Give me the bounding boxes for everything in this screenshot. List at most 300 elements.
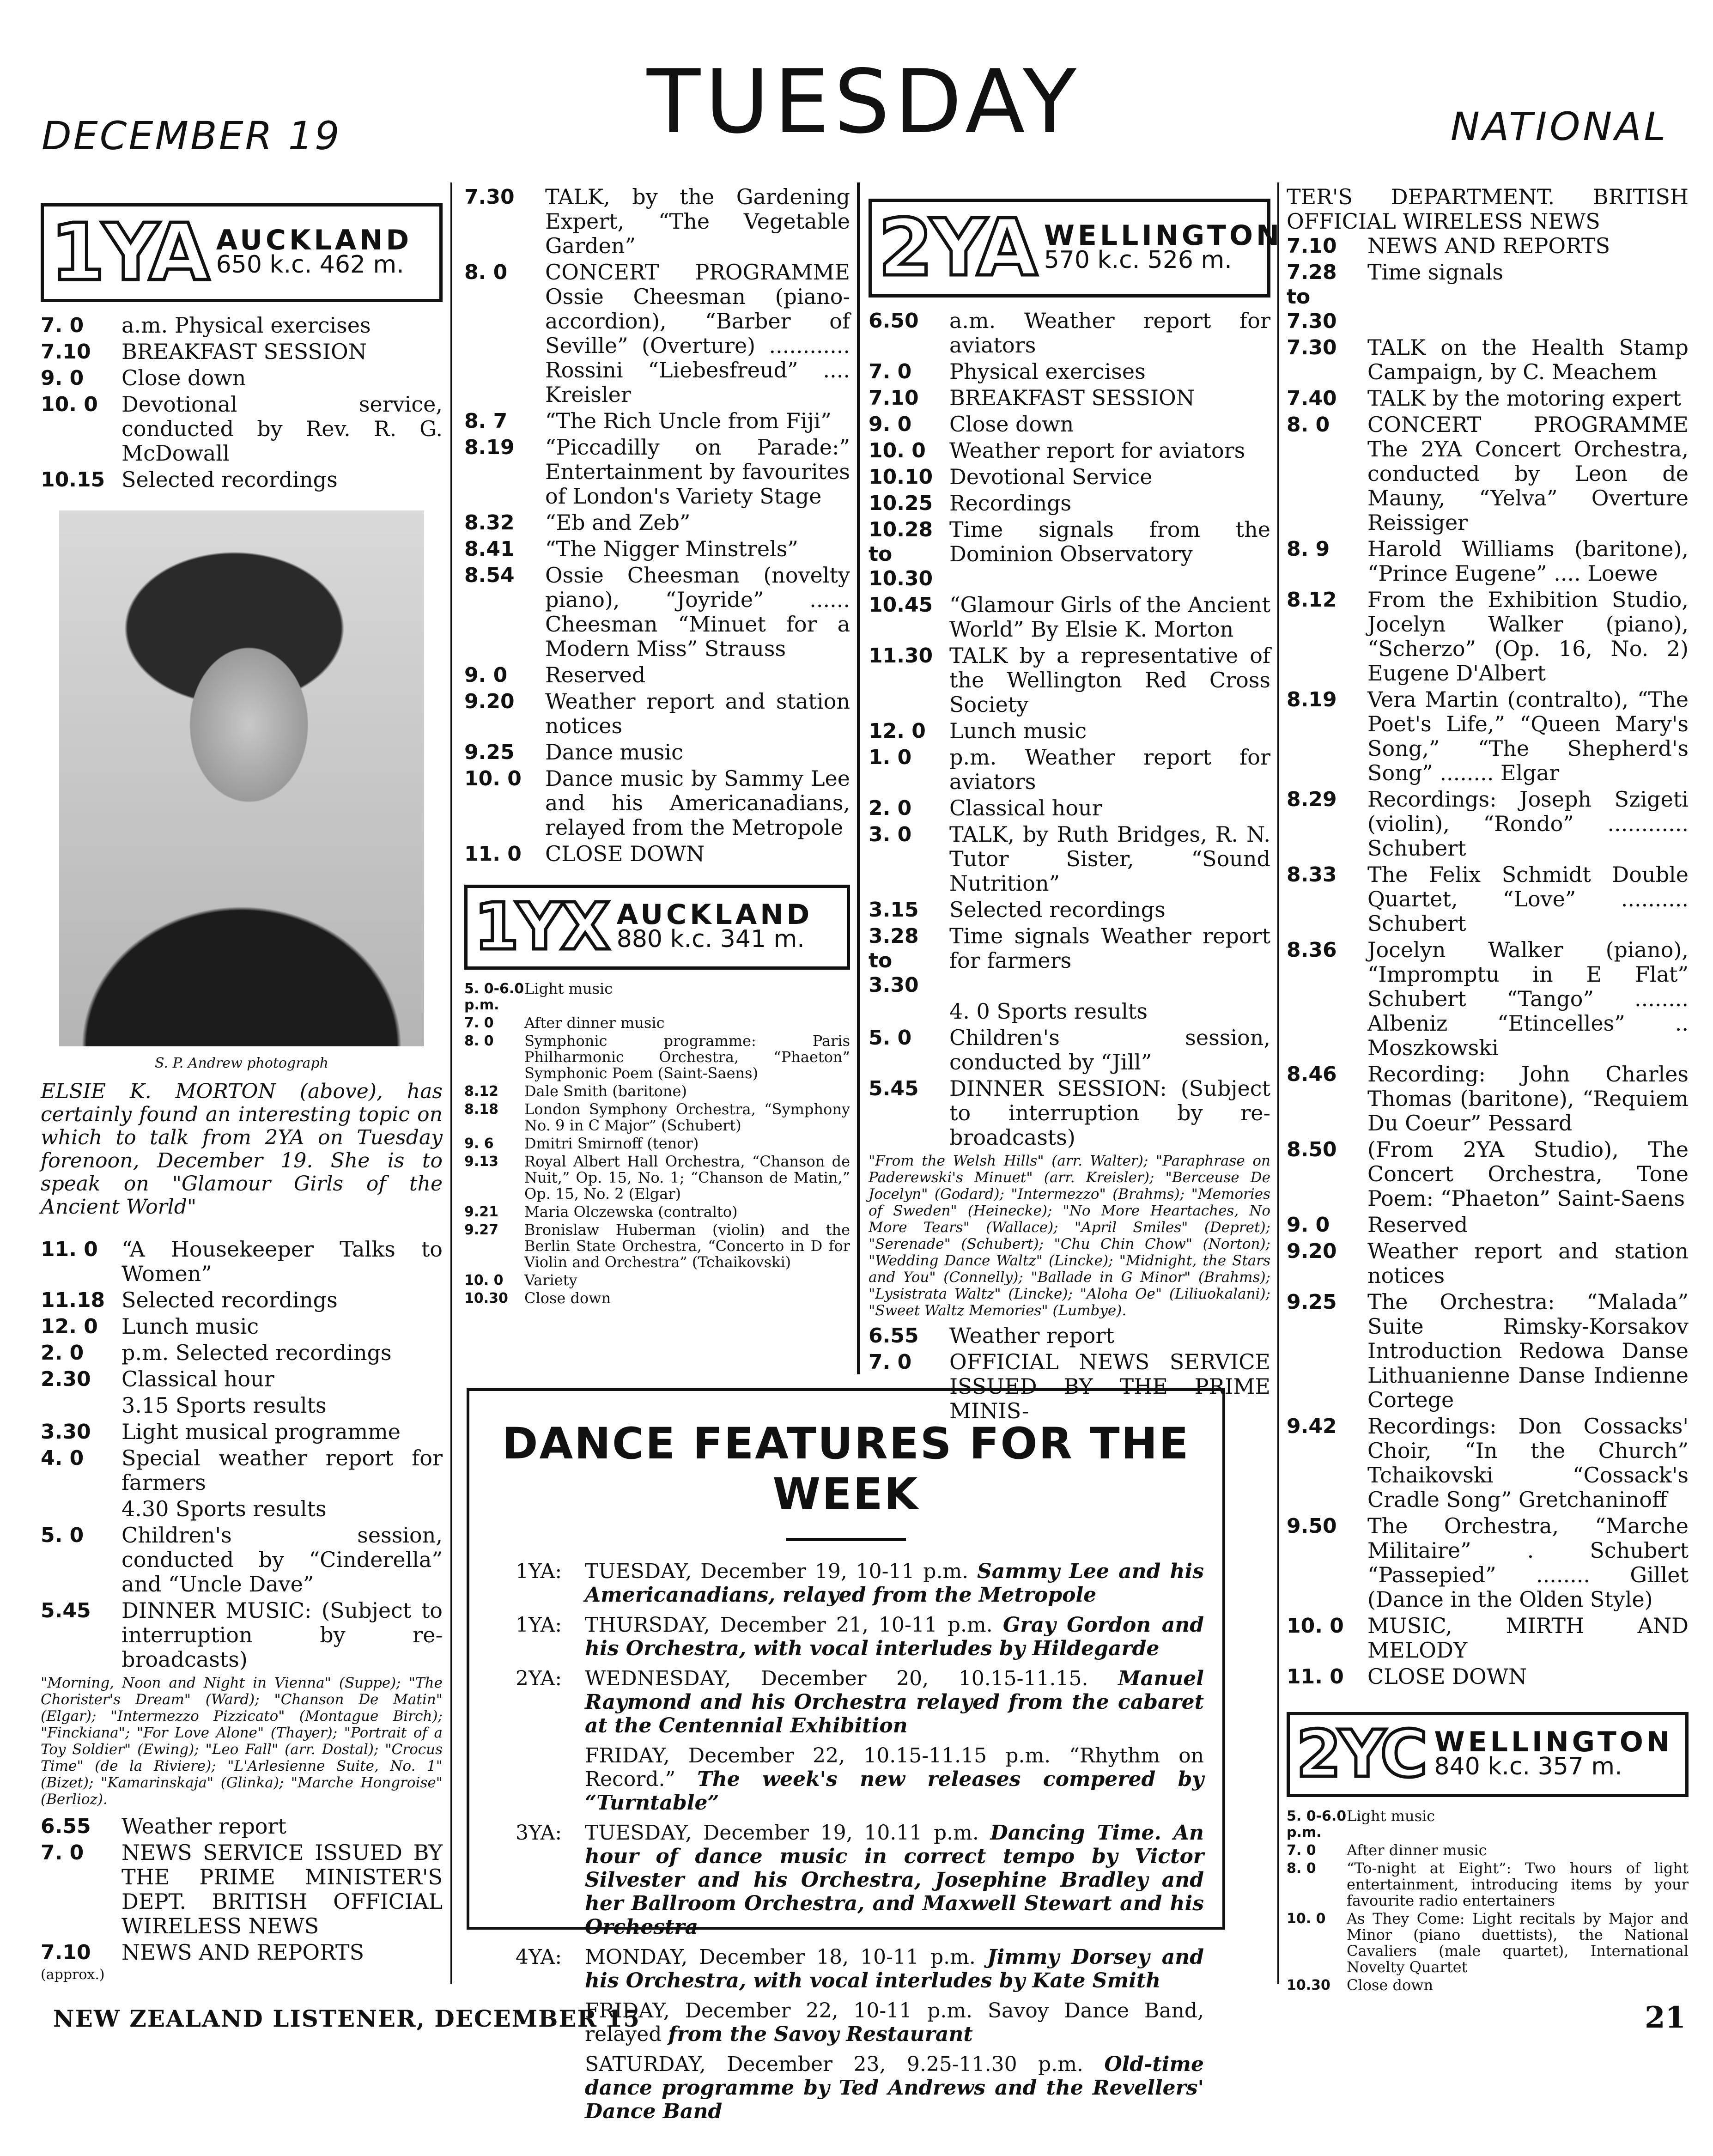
entry-text: Selected recordings — [121, 467, 338, 492]
entry-text: Light music — [1347, 1807, 1435, 1825]
dance-feature-row — [516, 1744, 1204, 1815]
schedule-entry — [1287, 1290, 1689, 1412]
page-number: 21 — [1645, 2000, 1686, 2035]
entry-text: Royal Albert Hall Orchestra, “Chanson de Nuit,” Op. 15, No. 1; “Chanson de Matin,” Op. 15, No. 2 (Elgar) — [524, 1153, 850, 1203]
entry-time: 12. 0 — [869, 719, 926, 743]
station-code: 2YA: — [516, 1667, 562, 1690]
feature-description: Old-time dance programme by Ted Andrews and the Revellers' Dance Band — [585, 2053, 1204, 2123]
schedule-entry — [1287, 1860, 1689, 1909]
feature-text — [585, 1999, 1204, 2046]
entry-text: NEWS AND REPORTS — [1367, 233, 1610, 258]
schedule-entry — [464, 663, 850, 687]
entry-text: Special weather report for farmers — [121, 1445, 443, 1495]
entry-text: After dinner music — [524, 1014, 665, 1032]
entry-time — [41, 1497, 121, 1521]
news-continuation: TER'S DEPARTMENT. BRITISH OFFICIAL WIRELESS NEWS — [1287, 184, 1689, 234]
schedule-entry — [1287, 1137, 1689, 1211]
schedule-entry — [41, 1940, 443, 1965]
entry-text: Physical exercises — [949, 359, 1146, 384]
schedule-entry — [464, 1272, 850, 1288]
entry-text: The Felix Schmidt Double Quartet, “Love” .......... Schubert — [1367, 862, 1689, 936]
feature-date: FRIDAY, December 22, 10.15-11.15 p.m. “Rhythm on Record.” — [585, 1744, 1204, 1791]
entry-time: 8.46 — [1287, 1063, 1337, 1086]
entry-text: Selected recordings — [949, 897, 1166, 922]
schedule-1yx — [464, 981, 850, 1306]
schedule-entry — [869, 359, 1270, 384]
schedule-entry — [464, 1136, 850, 1152]
feature-text — [585, 1560, 1204, 1607]
schedule-entry — [1287, 1614, 1689, 1663]
entry-text: CONCERT PROGRAMME The 2YA Concert Orchestra, conducted by Leon de Mauny, “Yelva” Overture Reissiger — [1367, 412, 1689, 535]
entry-text: Variety — [524, 1271, 577, 1289]
entry-text: Jocelyn Walker (piano), “Impromptu in E Flat” Schubert “Tango” ........ Albeniz “Etincelles” .. Moszkowski — [1367, 937, 1689, 1060]
entry-text: NEWS SERVICE ISSUED BY THE PRIME MINISTER'S DEPT. BRITISH OFFICIAL WIRELESS NEWS — [121, 1840, 443, 1938]
entry-time: 8.12 — [464, 1083, 499, 1099]
schedule-entry — [41, 1288, 443, 1312]
schedule-entry — [1287, 1239, 1689, 1288]
station-city: AUCKLAND — [216, 224, 413, 256]
schedule-entry — [869, 438, 1270, 463]
schedule-entry — [1287, 260, 1689, 334]
feature-date: SATURDAY, December 23, 9.25-11.30 p.m. — [585, 2053, 1083, 2076]
schedule-entry — [464, 409, 850, 433]
schedule-entry — [464, 1033, 850, 1081]
entry-text: Time signals — [1367, 260, 1503, 285]
station-city: WELLINGTON — [1434, 1726, 1673, 1758]
feature-date: FRIDAY, December 22, 10-11 p.m. Savoy Dance Band, relayed — [585, 1999, 1204, 2046]
schedule-entry — [869, 491, 1270, 516]
entry-text: Children's session, conducted by “Cinderella” and “Uncle Dave” — [121, 1523, 443, 1597]
station-box-1yx — [464, 885, 850, 970]
schedule-entry — [41, 1446, 443, 1495]
schedule-entry — [464, 537, 850, 561]
station-logo: 2YA — [878, 202, 1035, 294]
schedule-entry — [1287, 1808, 1689, 1840]
entry-text: Maria Olczewska (contralto) — [524, 1203, 738, 1221]
entry-time — [41, 1393, 121, 1418]
station-code: 4YA: — [516, 1945, 562, 1969]
schedule-entry — [464, 563, 850, 661]
column-2ya-evening — [1287, 185, 1689, 1995]
entry-time: 7.40 — [1287, 387, 1337, 410]
schedule-entry — [464, 1101, 850, 1134]
schedule-entry — [464, 1015, 850, 1031]
schedule-1ya-concert — [464, 185, 850, 866]
station-logo: 1YA — [50, 207, 207, 298]
photo-credit: S. P. Andrew photograph — [155, 1055, 328, 1071]
schedule-1ya-evening — [41, 1814, 443, 1965]
station-frequency: 570 k.c. 526 m. — [1044, 246, 1232, 274]
entry-time: 9. 6 — [464, 1136, 494, 1152]
feature-text — [585, 1613, 1204, 1660]
schedule-entry — [464, 1290, 850, 1306]
entry-text: Light musical programme — [121, 1419, 401, 1444]
entry-time: 9. 0 — [1287, 1213, 1330, 1237]
feature-description: Dancing Time. An hour of dance music in correct tempo by Victor Silvester and his Orchestra, Josephine Bradley and her Ballroom Orchestra, and Maxwell Stewart and his Orchestra — [585, 1821, 1204, 1939]
entry-text: “Eb and Zeb” — [545, 510, 691, 535]
entry-time: 10. 0 — [41, 393, 98, 416]
entry-text: TALK, by Ruth Bridges, R. N. Tutor Sister, “Sound Nutrition” — [949, 822, 1270, 896]
feature-description: The week's new releases compered by “Turntable” — [585, 1767, 1204, 1815]
entry-time: 11. 0 — [464, 842, 522, 866]
entry-text: a.m. Physical exercises — [121, 313, 371, 338]
dance-feature-row — [516, 2053, 1204, 2123]
schedule-entry — [41, 1598, 443, 1672]
entry-time: 9.27 — [464, 1222, 499, 1238]
entry-time: 3.28 to 3.30 — [869, 924, 919, 997]
station-box-2yc — [1287, 1712, 1689, 1797]
entry-time: 8. 9 — [1287, 537, 1330, 561]
entry-text: The Orchestra, “Marche Militaire” . Schubert “Passepied” ........ Gillet (Dance in the Olden Style) — [1367, 1513, 1689, 1612]
entry-text: “To-night at Eight”: Two hours of light entertainment, introducing items by your favourite radio entertainers — [1347, 1859, 1689, 1909]
entry-time: 9.20 — [1287, 1239, 1337, 1263]
station-frequency: 650 k.c. 462 m. — [216, 251, 404, 279]
entry-text: Close down — [524, 1289, 611, 1307]
schedule-entry — [1287, 234, 1689, 258]
schedule-entry — [869, 745, 1270, 794]
schedule-entry — [1287, 386, 1689, 411]
feature-date: WEDNESDAY, December 20, 10.15-11.15. — [585, 1667, 1088, 1690]
schedule-entry — [1287, 1664, 1689, 1689]
station-code: 1YA: — [516, 1560, 562, 1583]
entry-time: 7.10 — [869, 386, 919, 410]
schedule-entry — [464, 260, 850, 407]
column-1ya-evening — [464, 185, 850, 1308]
schedule-entry — [869, 517, 1270, 591]
entry-time: 8.54 — [464, 564, 515, 587]
entry-time: 11.30 — [869, 644, 933, 668]
dance-feature-row — [516, 1945, 1204, 1992]
schedule-entry — [41, 1523, 443, 1597]
entry-text: CLOSE DOWN — [1367, 1664, 1527, 1689]
entry-text: Bronislaw Huberman (violin) and the Berlin State Orchestra, “Concerto in D for Violin and Orchestra” (Tchaikovski) — [524, 1221, 850, 1271]
entry-time: 8. 0 — [464, 1033, 494, 1049]
entry-time: 3. 0 — [869, 823, 912, 846]
schedule-entry — [869, 1324, 1270, 1348]
entry-text: TALK, by the Gardening Expert, “The Vegetable Garden” — [545, 184, 850, 258]
entry-text: Close down — [121, 365, 246, 390]
entry-time: 8. 0 — [1287, 1860, 1316, 1877]
entry-time: 9.21 — [464, 1204, 499, 1220]
schedule-entry — [1287, 1977, 1689, 1993]
entry-text: Devotional service, conducted by Rev. R. G. McDowall — [121, 392, 443, 466]
station-frequency: 840 k.c. 357 m. — [1434, 1753, 1622, 1780]
schedule-entry — [464, 842, 850, 866]
station-city: AUCKLAND — [616, 899, 813, 931]
entry-text: Selected recordings — [121, 1288, 338, 1312]
schedule-entry — [869, 1026, 1270, 1075]
entry-text: TALK by the motoring expert — [1367, 386, 1682, 411]
entry-time: 10. 0 — [464, 767, 522, 790]
entry-text: Dance music — [545, 740, 683, 765]
entry-text: As They Come: Light recitals by Major and Minor (piano duettists), the National Cavaliers (male quartet), International Novelty Quartet — [1347, 1910, 1689, 1976]
schedule-entry — [41, 1393, 443, 1418]
entry-text: Vera Martin (contralto), “The Poet's Life,” “Queen Mary's Song,” “The Shepherd's Song” ........ Elgar — [1367, 687, 1689, 785]
station-code — [516, 2053, 585, 2123]
entry-text: 3.15 Sports results — [121, 1393, 327, 1418]
entry-text: DINNER SESSION: (Subject to interruption by re-broadcasts) — [949, 1076, 1270, 1150]
entry-text: Recordings: Don Cossacks' Choir, “In the Church” Tchaikovski “Cossack's Cradle Song” Gretchaninoff — [1367, 1414, 1689, 1512]
entry-text: CONCERT PROGRAMME Ossie Cheesman (piano-accordion), “Barber of Seville” (Overture) ............ Rossini “Liebesfreud” .... Kreisler — [545, 260, 850, 407]
feature-date: TUESDAY, December 19, 10.11 p.m. — [585, 1821, 979, 1845]
entry-text: “Glamour Girls of the Ancient World” By Elsie K. Morton — [949, 592, 1270, 642]
entry-text: Reserved — [545, 662, 646, 687]
schedule-entry — [869, 924, 1270, 997]
entry-time: 9.50 — [1287, 1514, 1337, 1538]
entry-time: 9.13 — [464, 1154, 499, 1170]
entry-time: 2. 0 — [41, 1341, 84, 1365]
entry-text: TALK by a representative of the Wellington Red Cross Society — [949, 643, 1270, 717]
feature-text — [585, 1744, 1204, 1815]
station-city: WELLINGTON — [1044, 219, 1283, 252]
entry-time: 7. 0 — [41, 314, 84, 337]
entry-time: 3.15 — [869, 898, 919, 922]
schedule-entry — [1287, 588, 1689, 686]
entry-time: 7.10 — [41, 1941, 91, 1964]
entry-text: p.m. Weather report for aviators — [949, 745, 1270, 794]
schedule-entry — [869, 644, 1270, 717]
entry-text: Classical hour — [949, 796, 1102, 820]
network-label: NATIONAL — [1451, 104, 1669, 149]
schedule-entry — [869, 1076, 1270, 1150]
entry-text: Harold Williams (baritone), “Prince Eugene” .... Loewe — [1367, 536, 1689, 586]
entry-time: 7.10 — [1287, 234, 1337, 258]
entry-time: 5. 0 — [869, 1026, 912, 1050]
entry-time: 11. 0 — [1287, 1665, 1344, 1688]
entry-text: Recordings — [949, 491, 1072, 516]
station-logo: 2YC — [1296, 1717, 1425, 1792]
entry-time: 8. 0 — [464, 261, 508, 284]
schedule-entry — [41, 1341, 443, 1365]
schedule-entry — [869, 999, 1270, 1024]
station-code: 3YA: — [516, 1821, 562, 1845]
schedule-2ya-concert — [1287, 234, 1689, 1689]
column-1ya — [41, 185, 443, 1983]
entry-time: 7. 0 — [869, 360, 912, 383]
schedule-entry — [464, 510, 850, 535]
entry-text: a.m. Weather report for aviators — [949, 308, 1270, 358]
page-title: TUESDAY — [647, 51, 1081, 153]
entry-time: 4. 0 — [41, 1446, 84, 1470]
entry-time: 11. 0 — [41, 1238, 98, 1261]
entry-time: 10.30 — [1287, 1977, 1330, 1993]
schedule-entry — [464, 1204, 850, 1220]
page-date: DECEMBER 19 — [42, 113, 341, 158]
entry-text: “A Housekeeper Talks to Women” — [121, 1237, 443, 1286]
title-divider — [786, 1538, 906, 1541]
schedule-entry — [41, 468, 443, 492]
entry-time: 1. 0 — [869, 746, 912, 769]
entry-text: Close down — [949, 412, 1074, 437]
schedule-entry — [41, 366, 443, 390]
entry-text: Ossie Cheesman (novelty piano), “Joyride” ...... Cheesman “Minuet for a Modern Miss” Strauss — [545, 563, 850, 661]
entry-time: 5. 0-6.0 p.m. — [464, 981, 524, 1013]
schedule-entry — [1287, 1414, 1689, 1512]
entry-time: 7. 0 — [1287, 1842, 1316, 1858]
entry-time: 10.45 — [869, 593, 933, 617]
entry-time: 5.45 — [869, 1077, 919, 1100]
entry-text: Weather report and station notices — [1367, 1239, 1689, 1288]
entry-text: Light music — [524, 980, 613, 997]
entry-time: 8.19 — [1287, 688, 1337, 711]
entry-time: 9.25 — [1287, 1290, 1337, 1314]
entry-time: 10.28 to 10.30 — [869, 518, 933, 590]
column-rule — [450, 182, 452, 1984]
schedule-entry — [869, 822, 1270, 896]
schedule-entry — [1287, 413, 1689, 535]
entry-time: 9.42 — [1287, 1415, 1337, 1438]
feature-text — [585, 2053, 1204, 2123]
entry-text: Lunch music — [949, 718, 1087, 743]
entry-text: (From 2YA Studio), The Concert Orchestra, Tone Poem: “Phaeton” Saint-Saens — [1367, 1137, 1689, 1211]
entry-time: 2.30 — [41, 1367, 91, 1391]
entry-text: Dale Smith (baritone) — [524, 1082, 687, 1100]
schedule-entry — [464, 435, 850, 509]
entry-text: “Piccadilly on Parade:” Entertainment by favourites of London's Variety Stage — [545, 435, 850, 509]
entry-time: 10.15 — [41, 468, 105, 492]
entry-time: 7. 0 — [869, 1350, 912, 1374]
entry-time: 10. 0 — [869, 439, 926, 462]
photo-caption: ELSIE K. MORTON (above), has certainly found an interesting topic on which to talk from 2YA on Tuesday forenoon, December 19. She is to speak on "Glamour Girls of the Ancient World" — [41, 1080, 443, 1219]
entry-time: 6.50 — [869, 309, 919, 333]
entry-time: 2. 0 — [869, 796, 912, 820]
entry-text: Children's session, conducted by “Jill” — [949, 1025, 1270, 1075]
entry-text: From the Exhibition Studio, Jocelyn Walker (piano), “Scherzo” (Op. 16, No. 2) Eugene D'Albert — [1367, 587, 1689, 686]
schedule-entry — [869, 796, 1270, 820]
schedule-entry — [1287, 537, 1689, 586]
schedule-entry — [869, 465, 1270, 489]
column-2ya — [869, 185, 1283, 1425]
schedule-entry — [1287, 1514, 1689, 1612]
schedule-entry — [464, 689, 850, 738]
entry-text: Time signals from the Dominion Observatory — [949, 517, 1270, 566]
entry-time: 5.45 — [41, 1599, 91, 1622]
schedule-entry — [41, 1840, 443, 1938]
schedule-entry — [41, 1497, 443, 1521]
entry-time: 7. 0 — [464, 1015, 494, 1031]
schedule-1ya-day — [41, 1237, 443, 1672]
entry-time: 9.25 — [464, 741, 515, 764]
entry-text: Time signals Weather report for farmers — [949, 923, 1270, 973]
entry-text: 4.30 Sports results — [121, 1496, 327, 1521]
schedule-entry — [464, 981, 850, 1013]
station-code — [516, 1744, 585, 1815]
feature-description: Manuel Raymond and his Orchestra relayed from the cabaret at the Centennial Exhibition — [585, 1667, 1204, 1737]
entry-time: 7.30 — [1287, 336, 1337, 359]
entry-text: NEWS AND REPORTS — [121, 1940, 364, 1965]
feature-date: MONDAY, December 18, 10-11 p.m. — [585, 1945, 976, 1969]
entry-time: 6.55 — [41, 1815, 91, 1838]
entry-time: 8.36 — [1287, 938, 1337, 962]
entry-text: Dmitri Smirnoff (tenor) — [524, 1135, 699, 1152]
entry-time: 7.10 — [41, 340, 91, 364]
schedule-entry — [1287, 862, 1689, 936]
entry-time: 8.32 — [464, 511, 515, 534]
approx-note: (approx.) — [41, 1967, 105, 1983]
schedule-entry — [1287, 1213, 1689, 1237]
entry-text: “The Rich Uncle from Fiji” — [545, 408, 832, 433]
entry-text: BREAKFAST SESSION — [121, 339, 367, 364]
entry-text: Recordings: Joseph Szigeti (violin), “Rondo” ............ Schubert — [1367, 787, 1689, 861]
entry-text: Dance music by Sammy Lee and his Americanadians, relayed from the Metropole — [545, 766, 850, 840]
feature-description: Sammy Lee and his Americanadians, relayed from the Metropole — [585, 1560, 1204, 1607]
feature-description: from the Savoy Restaurant — [668, 2022, 973, 2046]
schedule-entry — [41, 1314, 443, 1339]
entry-time: 9.20 — [464, 690, 515, 713]
station-code: 1YA: — [516, 1613, 562, 1637]
entry-text: CLOSE DOWN — [545, 841, 705, 866]
schedule-entry — [1287, 1062, 1689, 1136]
entry-time: 8.50 — [1287, 1138, 1337, 1161]
entry-time: 5. 0 — [41, 1524, 84, 1547]
entry-time: 9. 0 — [869, 413, 912, 436]
entry-time — [869, 999, 949, 1024]
entry-time: 8. 7 — [464, 409, 508, 433]
feature-date: THURSDAY, December 21, 10-11 p.m. — [585, 1613, 993, 1637]
entry-time: 12. 0 — [41, 1315, 98, 1338]
schedule-entry — [1287, 938, 1689, 1060]
entry-time: 7. 0 — [41, 1841, 84, 1864]
schedule-entry — [41, 340, 443, 364]
entry-text: Classical hour — [121, 1366, 274, 1391]
entry-text: Close down — [1347, 1976, 1434, 1994]
schedule-entry — [1287, 1911, 1689, 1975]
entry-text: p.m. Selected recordings — [121, 1340, 392, 1365]
station-logo: 1YX — [474, 889, 607, 965]
entry-time: 8.12 — [1287, 588, 1337, 612]
entry-text: Lunch music — [121, 1314, 259, 1339]
schedule-entry — [41, 392, 443, 466]
portrait-photo — [59, 510, 424, 1046]
schedule-entry — [41, 313, 443, 338]
column-rule — [1277, 182, 1279, 1984]
entry-time: 7.28 to 7.30 — [1287, 261, 1337, 333]
schedule-1ya-morning — [41, 313, 443, 492]
schedule-entry — [41, 1814, 443, 1839]
entry-time: 7.30 — [464, 185, 515, 209]
schedule-entry — [41, 1420, 443, 1444]
entry-time: 10. 0 — [1287, 1614, 1344, 1638]
schedule-entry — [869, 898, 1270, 922]
publication-footer: NEW ZEALAND LISTENER, DECEMBER 15 — [53, 2005, 640, 2032]
schedule-entry — [464, 740, 850, 765]
schedule-entry — [869, 309, 1270, 358]
schedule-entry — [41, 1237, 443, 1286]
entry-text: MUSIC, MIRTH AND MELODY — [1367, 1613, 1689, 1663]
entry-time: 10.25 — [869, 492, 933, 515]
entry-text: TALK on the Health Stamp Campaign, by C. Meachem — [1367, 335, 1689, 384]
dance-features-box — [467, 1388, 1225, 2123]
feature-text — [585, 1821, 1204, 1939]
dance-feature-row — [516, 1821, 1204, 1939]
entry-time: 6.55 — [869, 1324, 919, 1348]
feature-date: TUESDAY, December 19, 10-11 p.m. — [585, 1560, 969, 1583]
dinner-music-list: "Morning, Noon and Night in Vienna" (Suppe); "The Chorister's Dream" (Ward); "Chanson De Matin" (Elgar); "Intermezzo Pizzicato" (Montague Birch); "Finckiana"; "For Love Alone" (Thayer); "Portrait of a Toy Soldier" (Ewing); "Leo Fall" (arr. Dostal); "Crocus Time" (de la Riviere); "L'Arlesienne Suite, No. 1" (Bizet); "Kamarinskaja" (Glinka); "Marche Hongroise" (Berlioz). — [41, 1675, 443, 1808]
schedule-entry — [869, 412, 1270, 437]
entry-text: After dinner music — [1347, 1841, 1487, 1859]
entry-time: 9. 0 — [464, 663, 508, 687]
dance-feature-row — [516, 1667, 1204, 1737]
entry-time: 8. 0 — [1287, 413, 1330, 437]
schedule-entry — [464, 1222, 850, 1270]
schedule-entry — [1287, 1842, 1689, 1858]
station-box-1ya — [41, 203, 443, 302]
schedule-entry — [464, 766, 850, 840]
entry-text: Reserved — [1367, 1212, 1468, 1237]
schedule-entry — [464, 1154, 850, 1202]
schedule-entry — [464, 1083, 850, 1099]
schedule-entry — [1287, 787, 1689, 861]
